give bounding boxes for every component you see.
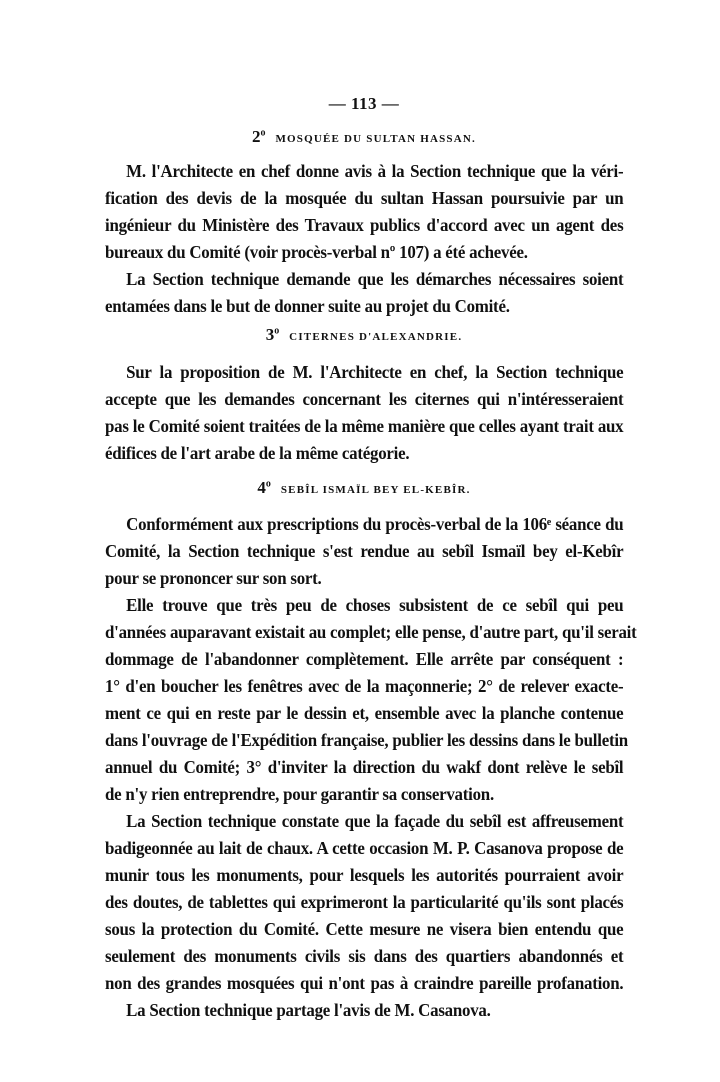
paragraph xyxy=(105,511,623,592)
text-line: des doutes, de tablettes qui exprimeront la particularité qu'ils sont placés xyxy=(105,892,624,912)
section-heading xyxy=(105,325,623,345)
section-number: 4$^o$ xyxy=(257,478,271,497)
page-number: — 113 — xyxy=(328,94,400,113)
text-line: La Section technique constate que la façade du sebîl est affreusement xyxy=(126,811,624,831)
text-line: dans l'ouvrage de l'Expédition française, publier les dessins dans le bulletin xyxy=(105,730,628,750)
text-line: pour se prononcer sur son sort. xyxy=(105,568,322,588)
section-heading xyxy=(105,127,623,147)
text-line: 1° d'en boucher les fenêtres avec de la maçonnerie; 2° de relever exacte- xyxy=(105,676,624,696)
paragraph xyxy=(105,997,623,1024)
text-line: ingénieur du Ministère des Travaux publics d'accord avec un agent des xyxy=(105,215,624,235)
text-line: Elle trouve que très peu de choses subsistent de ce sebîl qui peu xyxy=(126,595,624,615)
text-line: accepte que les demandes concernant les citernes qui n'intéresseraient xyxy=(105,389,624,409)
text-line: non des grandes mosquées qui n'ont pas à craindre pareille profanation. xyxy=(105,973,624,993)
paragraph xyxy=(105,808,623,997)
section-number: 3$^o$ xyxy=(265,325,280,344)
text-line: La Section technique partage l'avis de M. Casanova. xyxy=(126,1000,491,1020)
text-line: de n'y rien entreprendre, pour garantir sa conservation. xyxy=(105,784,494,804)
text-line: munir tous les monuments, pour lesquels les autorités pourraient avoir xyxy=(105,865,624,885)
section-title: MOSQUÉE DU SULTAN HASSAN. xyxy=(275,133,476,145)
text-line: d'années auparavant existait au complet; elle pense, d'autre part, qu'il serait xyxy=(105,622,637,642)
paragraph xyxy=(105,266,623,320)
section-title: CITERNES D'ALEXANDRIE. xyxy=(289,331,463,343)
text-line: seulement des monuments civils sis dans des quartiers abandonnés et xyxy=(105,946,624,966)
section-number: 2$^o$ xyxy=(252,127,266,146)
text-line: Conformément aux prescriptions du procès-verbal de la 106ᵉ séance du xyxy=(126,514,624,534)
text-line: La Section technique demande que les démarches nécessaires soient xyxy=(126,269,624,289)
text-line: M. l'Architecte en chef donne avis à la Section technique que la véri- xyxy=(126,161,624,181)
paragraph xyxy=(105,158,623,266)
section-heading xyxy=(105,478,623,498)
text-line: ment ce qui en reste par le dessin et, ensemble avec la planche contenue xyxy=(105,703,624,723)
paragraph xyxy=(105,592,637,808)
section-title: SEBÎL ISMAÏL BEY EL-KEBÎR. xyxy=(280,484,471,496)
text-line: Comité, la Section technique s'est rendue au sebîl Ismaïl bey el-Kebîr xyxy=(105,541,624,561)
text-line: pas le Comité soient traitées de la même manière que celles ayant trait aux xyxy=(105,416,624,436)
text-line: dommage de l'abandonner complètement. Elle arrête par conséquent : xyxy=(105,649,624,669)
text-line: bureaux du Comité (voir procès-verbal nº 107) a été achevée. xyxy=(105,242,528,262)
text-line: entamées dans le but de donner suite au projet du Comité. xyxy=(105,296,510,316)
text-line: Sur la proposition de M. l'Architecte en chef, la Section technique xyxy=(126,362,624,382)
text-line: sous la protection du Comité. Cette mesure ne visera bien entendu que xyxy=(105,919,624,939)
text-line: annuel du Comité; 3° d'inviter la direction du wakf dont relève le sebîl xyxy=(105,757,624,777)
text-line: fication des devis de la mosquée du sultan Hassan poursuivie par un xyxy=(105,188,624,208)
text-line: badigeonnée au lait de chaux. A cette occasion M. P. Casanova propose de xyxy=(105,838,624,858)
paragraph xyxy=(105,359,623,467)
text-line: édifices de l'art arabe de la même catégorie. xyxy=(105,443,410,463)
